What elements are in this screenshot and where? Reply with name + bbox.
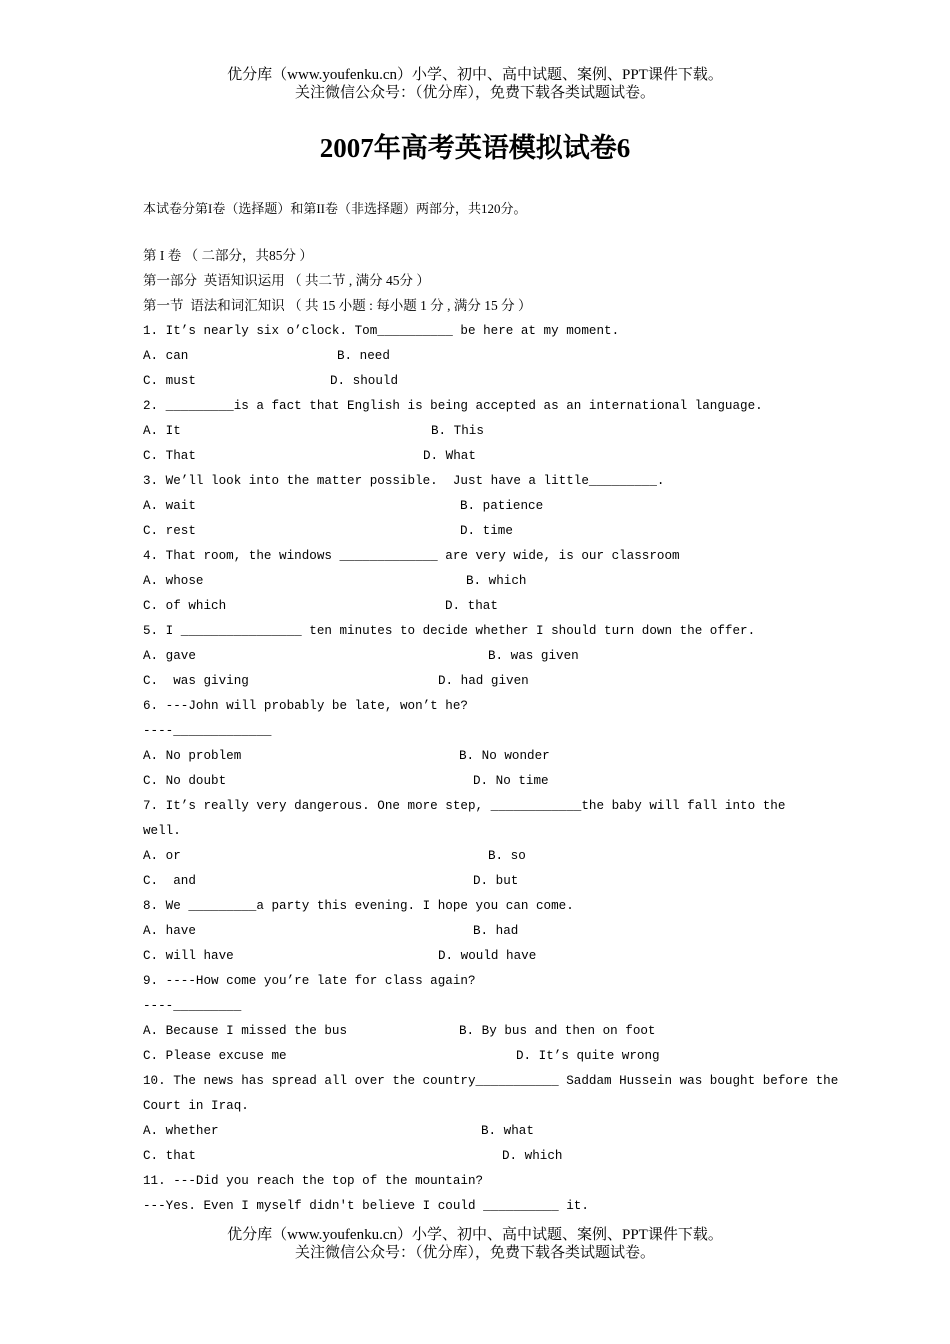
option-d: D. that [445, 599, 498, 613]
option-a: A. can [143, 349, 189, 363]
option-c: C. That [143, 449, 196, 463]
option-row [143, 771, 823, 796]
option-a: A. It [143, 424, 181, 438]
option-b: B. which [466, 574, 527, 588]
option-c: C. that [143, 1149, 196, 1163]
option-d: D. should [330, 374, 399, 388]
option-row [143, 1121, 823, 1146]
option-d: D. would have [438, 949, 537, 963]
option-a: A. or [143, 849, 181, 863]
question-stem: 6. ---John will probably be late, won’t he? [143, 699, 468, 713]
option-c: C. will have [143, 949, 234, 963]
question-stem: 11. ---Did you reach the top of the mountain? [143, 1174, 484, 1188]
option-row [143, 496, 823, 521]
footer-line-1: 优分库（www.youfenku.cn）小学、初中、高中试题、案例、PPT课件下载。 [227, 1227, 723, 1243]
option-b: B. was given [488, 649, 579, 663]
footer-line-2: 关注微信公众号：（优分库），免费下载各类试题试卷。 [294, 1245, 655, 1261]
option-c: C. rest [143, 524, 196, 538]
option-b: B. patience [460, 499, 544, 513]
answer-line: ----_____________ [143, 724, 272, 738]
option-row [143, 671, 823, 696]
option-c: C. of which [143, 599, 227, 613]
option-c: C. and [143, 874, 196, 888]
question-stem: 4. That room, the windows _____________ are very wide, is our classroom [143, 549, 680, 563]
exam-body [143, 246, 839, 1221]
option-row [143, 571, 823, 596]
question-stem-continued: Court in Iraq. [143, 1099, 249, 1113]
option-a: A. No problem [143, 749, 242, 763]
volume-heading: 第 I 卷 （ 二部分，共85分 ） [143, 248, 313, 263]
section-heading: 第一节 语法和词汇知识 （ 共 15 小题 : 每小题 1 分 , 满分 15 分 ） [143, 298, 532, 313]
option-c: C. was giving [143, 674, 249, 688]
option-a: A. gave [143, 649, 196, 663]
page-footer [0, 1226, 950, 1262]
question-stem: 1. It’s nearly six o’clock. Tom__________ be here at my moment. [143, 324, 620, 338]
question-stem: 5. I ________________ ten minutes to decide whether I should turn down the offer. [143, 624, 756, 638]
question-stem: 8. We _________a party this evening. I hope you can come. [143, 899, 574, 913]
option-b: B. need [337, 349, 390, 363]
option-row [143, 846, 823, 871]
page-header [0, 66, 950, 102]
option-row [143, 596, 823, 621]
option-c: C. No doubt [143, 774, 227, 788]
option-d: D. had given [438, 674, 529, 688]
option-row [143, 746, 823, 771]
option-d: D. but [473, 874, 519, 888]
option-b: B. so [488, 849, 526, 863]
option-b: B. This [431, 424, 484, 438]
question-stem-continued: well. [143, 824, 181, 838]
option-row [143, 946, 823, 971]
option-row [143, 871, 823, 896]
option-b: B. By bus and then on foot [459, 1024, 656, 1038]
option-row [143, 1021, 823, 1046]
page-title: 2007年高考英语模拟试卷6 [319, 133, 631, 163]
option-row [143, 921, 823, 946]
option-row [143, 521, 823, 546]
part-heading: 第一部分 英语知识运用 （ 共二节 , 满分 45分 ） [143, 273, 430, 288]
question-stem: 2. _________is a fact that English is being accepted as an international language. [143, 399, 763, 413]
option-row [143, 646, 823, 671]
option-row [143, 346, 823, 371]
option-c: C. Please excuse me [143, 1049, 287, 1063]
option-d: D. What [423, 449, 476, 463]
header-line-2: 关注微信公众号：（优分库），免费下载各类试题试卷。 [294, 85, 655, 101]
question-stem: 9. ----How come you’re late for class again? [143, 974, 476, 988]
option-a: A. wait [143, 499, 196, 513]
answer-line: ----_________ [143, 999, 242, 1013]
option-a: A. whether [143, 1124, 219, 1138]
option-c: C. must [143, 374, 196, 388]
option-row [143, 446, 823, 471]
option-row [143, 421, 823, 446]
option-a: A. whose [143, 574, 204, 588]
option-d: D. No time [473, 774, 549, 788]
question-stem: 3. We’ll look into the matter possible. Just have a little_________. [143, 474, 665, 488]
question-stem: 7. It’s really very dangerous. One more step, ____________the baby will fall into the [143, 799, 786, 813]
option-d: D. which [502, 1149, 563, 1163]
option-row [143, 1146, 823, 1171]
answer-line: ---Yes. Even I myself didn't believe I could __________ it. [143, 1199, 589, 1213]
exam-intro: 本试卷分第I卷（选择题）和第II卷（非选择题）两部分，共120分。 [143, 201, 527, 216]
option-b: B. had [473, 924, 519, 938]
option-a: A. have [143, 924, 196, 938]
option-d: D. It’s quite wrong [516, 1049, 660, 1063]
header-line-1: 优分库（www.youfenku.cn）小学、初中、高中试题、案例、PPT课件下载。 [227, 67, 723, 83]
option-b: B. what [481, 1124, 534, 1138]
option-b: B. No wonder [459, 749, 550, 763]
option-row [143, 371, 823, 396]
option-a: A. Because I missed the bus [143, 1024, 348, 1038]
question-stem: 10. The news has spread all over the country___________ Saddam Hussein was bought before the [143, 1074, 839, 1088]
option-d: D. time [460, 524, 513, 538]
option-row [143, 1046, 823, 1071]
